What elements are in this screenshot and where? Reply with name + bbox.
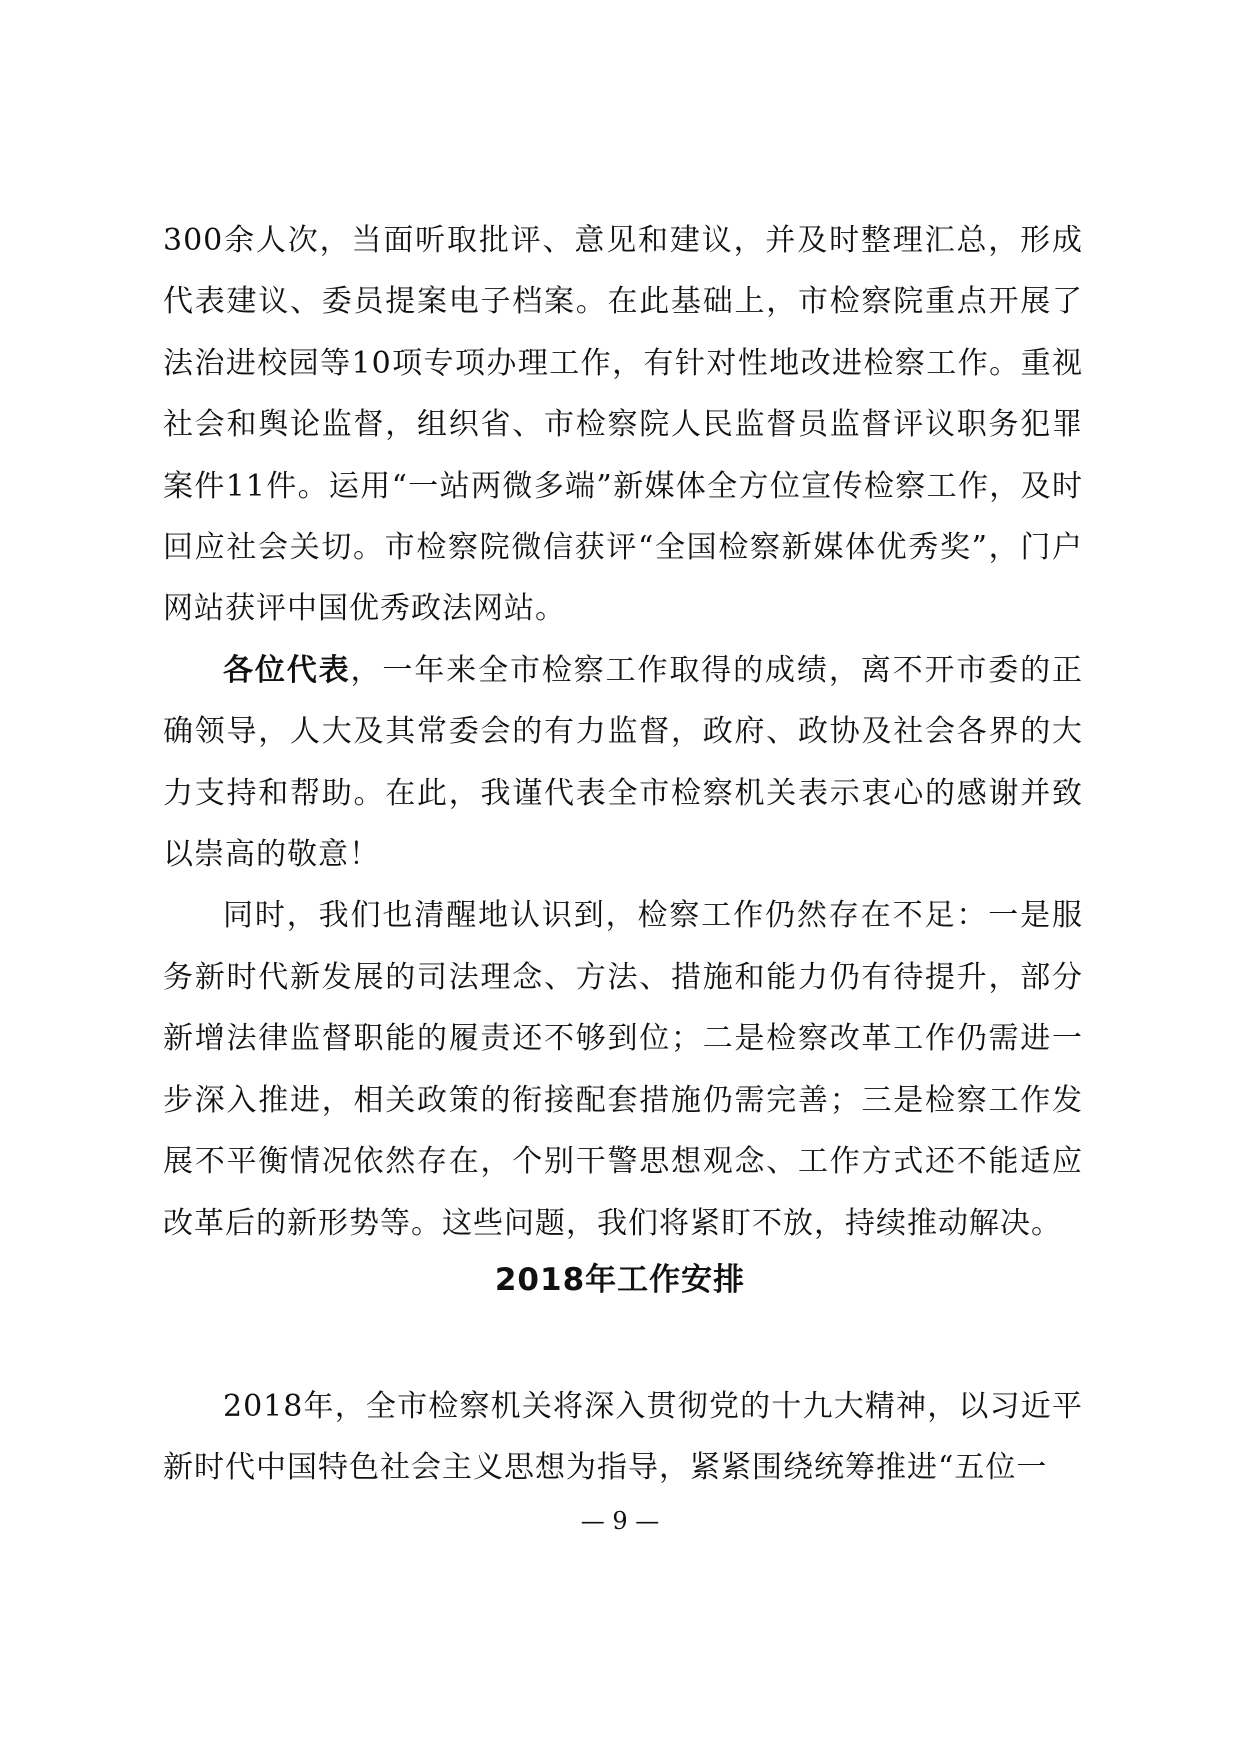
paragraph-plan: 2018年，全市检察机关将深入贯彻党的十九大精神，以习近平新时代中国特色社会主义思想为指导，紧紧围绕统筹推进“五位一: [163, 1389, 1083, 1486]
body-text-lower: [163, 1376, 1083, 1499]
thanks-lead: 各位代表: [223, 652, 351, 688]
page-number: — 9 —: [580, 1507, 660, 1535]
paragraph-thanks: [163, 640, 1083, 886]
paragraph-supervision: 300余人次，当面听取批评、意见和建议，并及时整理汇总，形成代表建议、委员提案电子档案。在此基础上，市检察院重点开展了法治进校园等10项专项办理工作，有针对性地改进检察工作。重视社会和舆论监督，组织省、市检察院人民监督员监督评议职务犯罪案件11件。运用“一站两微多端”新媒体全方位宣传检察工作，及时回应社会关切。市检察院微信获评“全国检察新媒体优秀奖”，门户网站获评中国优秀政法网站。: [163, 223, 1083, 627]
paragraph-shortcomings: 同时，我们也清醒地认识到，检察工作仍然存在不足：一是服务新时代新发展的司法理念、方法、措施和能力仍有待提升，部分新增法律监督职能的履责还不够到位；二是检察改革工作仍需进一步深入推进，相关政策的衔接配套措施仍需完善；三是检察工作发展不平衡情况依然存在，个别干警思想观念、工作方式还不能适应改革后的新形势等。这些问题，我们将紧盯不放，持续推动解决。: [163, 898, 1083, 1241]
section-heading: 2018年工作安排: [494, 1262, 746, 1298]
body-text-upper: [163, 210, 1083, 1254]
thanks-rest: ，一年来全市检察工作取得的成绩，离不开市委的正确领导，人大及其常委会的有力监督，政府、政协及社会各界的大力支持和帮助。在此，我谨代表全市检察机关表示衷心的感谢并致以崇高的敬意！: [163, 652, 1084, 873]
